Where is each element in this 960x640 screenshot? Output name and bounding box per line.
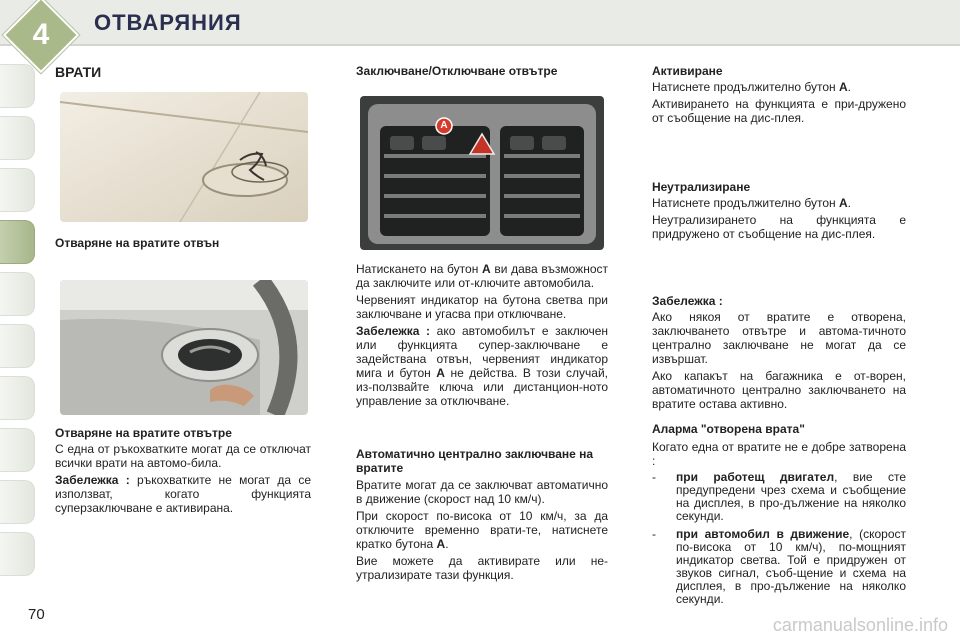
neutralize-para-2: Неутрализирането на функцията е придружено от съобщение на дис-плея. (652, 213, 906, 241)
list-dash: - (652, 527, 656, 541)
activation-text-block (652, 80, 906, 128)
section-title-doors: ВРАТИ (55, 64, 102, 80)
neutralize-para-1 (652, 196, 906, 210)
door-open-alarm-title: Аларма "отворена врата" (652, 422, 805, 436)
list-dash: - (652, 470, 656, 484)
alarm-text-block (652, 440, 906, 611)
button-ref: A (482, 262, 491, 276)
note-title: Забележка : (652, 294, 723, 308)
chapter-title: ОТВАРЯНИЯ (94, 10, 242, 35)
auto-para-3: Вие можете да активирате или не-утрализирате тази функция. (356, 554, 608, 582)
text-run: не действа. В този случай, из-ползвайте ключа или дистанцион-ното управление за отключване. (356, 366, 609, 408)
text-run: При скорост по-висока от 10 км/ч, за да отключите временно врати-те, натиснете кратко бутона (356, 509, 608, 551)
lock-para-1 (356, 262, 608, 290)
chapter-tab-2[interactable] (0, 116, 35, 160)
button-ref: A (838, 196, 848, 210)
chapter-tab-3[interactable] (0, 168, 35, 212)
photo-inside-door-handle (60, 280, 308, 415)
inside-paragraph: С една от ръкохватките могат да се отключат всички врати на автомо-била. (55, 442, 311, 470)
alarm-para: Когато една от вратите не е добре затворена : (652, 440, 906, 468)
auto-para-1: Вратите могат да се заключват автоматично в движение (скорост над 10 км/ч). (356, 478, 608, 506)
photo-center-console-button (360, 96, 604, 250)
chapter-tab-6[interactable] (0, 324, 35, 368)
neutralize-text-block (652, 196, 906, 244)
auto-lock-title: Автоматично централно заключване на вратите (356, 447, 594, 475)
note-text: ръкохватките не могат да се използват, когато функцията суперзаключване е активирана. (55, 473, 311, 515)
chapter-tab-8[interactable] (0, 428, 35, 472)
chapter-tab-1[interactable] (0, 64, 35, 108)
caption-outside-doors: Отваряне на вратите отвън (55, 236, 220, 250)
button-ref: A (436, 537, 446, 551)
neutralize-title: Неутрализиране (652, 180, 751, 194)
auto-para-2 (356, 509, 608, 551)
list-item-bold: при автомобил в движение (676, 527, 850, 541)
text-run: . (847, 196, 851, 210)
chapter-tab-5[interactable] (0, 272, 35, 316)
button-a-marker: A (440, 120, 448, 131)
chapter-tabs (0, 64, 34, 584)
lock-para-2: Червеният индикатор на бутона светва при заключване и угасва при отключване. (356, 293, 608, 321)
inside-text-block (55, 442, 311, 518)
list-item (652, 471, 906, 523)
chapter-tab-7[interactable] (0, 376, 35, 420)
text-run: . (847, 80, 851, 94)
note-label: Забележка : (55, 473, 130, 487)
chapter-number: 4 (32, 18, 50, 51)
text-run: , (скорост по-висока от 10 км/ч), по-мощният индикатор светва. Той е придружен от звуков сигнал, съоб-щение и схема на дисплея, в про-дължение на няколко секунди. (676, 527, 906, 606)
header-rule (0, 44, 960, 46)
list-item (652, 528, 906, 606)
lock-unlock-title: Заключване/Отключване отвътре (356, 64, 558, 78)
caption-inside-doors: Отваряне на вратите отвътре (55, 426, 232, 440)
text-run: . (445, 537, 449, 551)
list-item-text (676, 528, 906, 606)
list-item-text (676, 471, 906, 523)
note-paragraph (55, 473, 311, 515)
lock-text-block (356, 262, 608, 411)
note-label: Забележка : (356, 324, 431, 338)
note-para-1: Ако някоя от вратите е отворена, заключването отвътре и автома-тичното централно заключване не могат да се извършат. (652, 310, 906, 366)
text-run: Натиснете продължително бутон (652, 196, 839, 210)
button-ref: A (838, 80, 848, 94)
note-text-block (652, 310, 906, 414)
activation-para-2: Активирането на функцията е при-дружено от съобщение на дис-плея. (652, 97, 906, 125)
text-run: Натиснете продължително бутон (652, 80, 839, 94)
text-run: Натискането на бутон (356, 262, 483, 276)
page-number: 70 (28, 606, 45, 623)
button-ref: A (436, 366, 445, 380)
watermark: carmanualsonline.info (772, 615, 948, 635)
text-run: ако автомобилът е заключен или функцията супер-заключване е задействана отвън, червеният индикатор мига и бутон (356, 324, 608, 380)
auto-lock-text-block (356, 478, 608, 585)
lock-note (356, 324, 608, 408)
chapter-tab-4-active[interactable] (0, 220, 35, 264)
chapter-tab-10[interactable] (0, 532, 35, 576)
list-item-bold: при работещ двигател (676, 470, 835, 484)
text-run: , вие сте предупредени чрез схема и съобщение на дисплея, в про-дължение на няколко секунди. (676, 470, 906, 523)
photo-outside-door-handle (60, 92, 308, 222)
chapter-tab-9[interactable] (0, 480, 35, 524)
activation-para-1 (652, 80, 906, 94)
activation-title: Активиране (652, 64, 723, 78)
note-para-2: Ако капакът на багажника е от-ворен, автоматичното централно заключването на вратите остава активно. (652, 369, 906, 411)
text-run: ви дава възможност да заключите или от-ключите автомобила. (356, 262, 608, 290)
